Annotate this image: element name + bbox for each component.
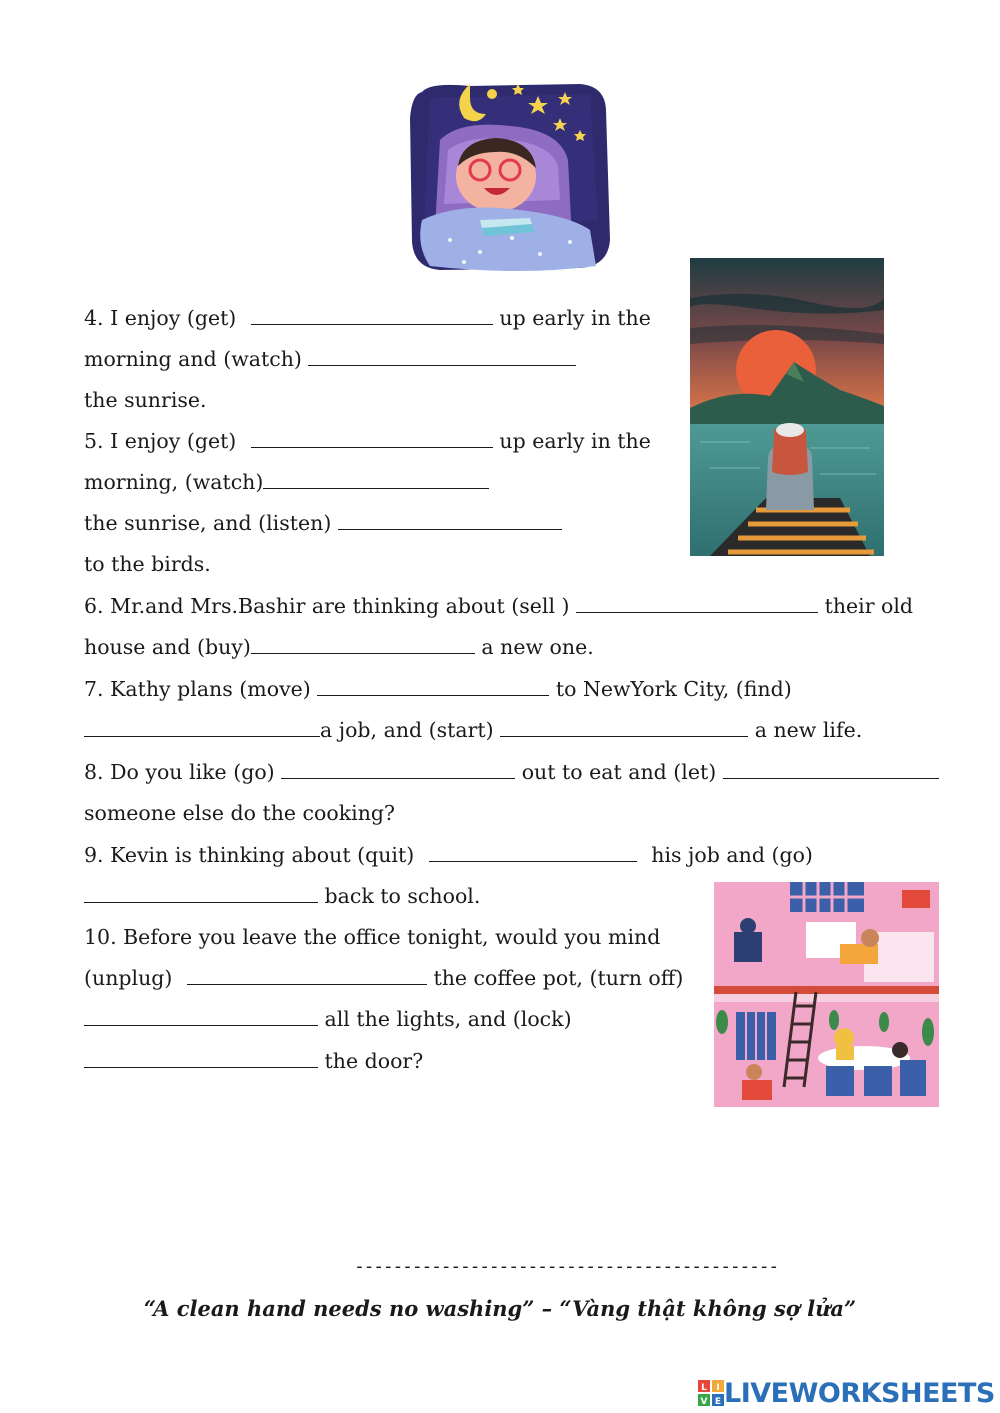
q8-line1	[84, 759, 939, 785]
q6-text: their old	[824, 594, 914, 618]
q9-line1	[84, 842, 813, 868]
q7-line1	[84, 676, 792, 702]
q5-line4	[84, 551, 211, 577]
sunrise-illustration	[690, 258, 884, 556]
q6-text-end: a new one.	[481, 635, 594, 659]
q8-line2	[84, 800, 395, 826]
q7-blank-move[interactable]	[317, 677, 549, 696]
q5-blank-get[interactable]	[251, 429, 493, 448]
q5-text-end: to the birds.	[84, 552, 211, 576]
q10-line2	[84, 965, 683, 991]
q7-text-start: a job, and (start)	[320, 718, 494, 742]
q9-line2	[84, 883, 480, 909]
q8-blank-let[interactable]	[723, 760, 939, 779]
q9-prompt: 9. Kevin is thinking about (quit)	[84, 843, 415, 867]
q7-text-end: a new life.	[754, 718, 863, 742]
q9-text: his job and (go)	[651, 843, 813, 867]
q6-line1	[84, 593, 913, 619]
footer-quote: “A clean hand needs no washing” – “Vàng thật không sợ lửa”	[143, 1296, 857, 1321]
q4-text-watch: morning and (watch)	[84, 347, 302, 371]
liveworksheets-logo[interactable]	[698, 1376, 995, 1410]
q6-line2	[84, 634, 594, 660]
q5-text-listen: the sunrise, and (listen)	[84, 511, 332, 535]
q7-blank-find[interactable]	[84, 718, 320, 737]
q5-text-watch: morning, (watch)	[84, 470, 264, 494]
svg-text:V: V	[700, 1397, 708, 1406]
q7-text: to NewYork City, (find)	[555, 677, 792, 701]
q8-blank-go[interactable]	[281, 760, 515, 779]
logo-text: LIVEWORKSHEETS	[724, 1377, 995, 1409]
q10-line1	[84, 924, 660, 950]
q6-prompt: 6. Mr.and Mrs.Bashir are thinking about (sell )	[84, 594, 570, 618]
q5-blank-listen[interactable]	[338, 511, 562, 530]
q10-blank-unplug[interactable]	[187, 966, 427, 985]
q5-line1	[84, 428, 651, 454]
q8-prompt: 8. Do you like (go)	[84, 760, 275, 784]
q10-blank-turnoff[interactable]	[84, 1007, 318, 1026]
q4-line3	[84, 387, 207, 413]
q5-line2	[84, 469, 489, 495]
q10-prompt: 10. Before you leave the office tonight, would you mind	[84, 925, 661, 949]
q4-prompt: 4. I enjoy (get)	[84, 306, 237, 330]
q8-text-end: someone else do the cooking?	[84, 801, 396, 825]
q4-text-end: the sunrise.	[84, 388, 207, 412]
q9-blank-go[interactable]	[84, 884, 318, 903]
q6-blank-buy[interactable]	[251, 635, 475, 654]
q4-blank-watch[interactable]	[308, 347, 576, 366]
q4-line1	[84, 305, 651, 331]
q7-blank-start[interactable]	[500, 718, 748, 737]
q4-line2	[84, 346, 576, 372]
q10-blank-lock[interactable]	[84, 1049, 318, 1068]
q10-line3	[84, 1006, 572, 1032]
q6-text-buy: house and (buy)	[84, 635, 251, 659]
svg-text:E: E	[714, 1397, 722, 1406]
q5-line3	[84, 510, 562, 536]
q4-blank-get[interactable]	[251, 306, 493, 325]
q9-blank-quit[interactable]	[429, 843, 637, 862]
q8-text: out to eat and (let)	[521, 760, 717, 784]
q10-text-unplug: (unplug)	[84, 966, 173, 990]
q10-line4	[84, 1048, 423, 1074]
q10-text-turnoff: the coffee pot, (turn off)	[433, 966, 684, 990]
q5-prompt: 5. I enjoy (get)	[84, 429, 237, 453]
q5-text: up early in the	[499, 429, 651, 453]
liveworksheets-logo-icon	[698, 1380, 724, 1406]
q4-text: up early in the	[499, 306, 651, 330]
office-illustration	[714, 882, 939, 1107]
q5-blank-watch[interactable]	[263, 470, 489, 489]
q7-line2	[84, 717, 862, 743]
svg-text:L: L	[701, 1383, 707, 1393]
svg-text:I: I	[716, 1383, 720, 1393]
q6-blank-sell[interactable]	[576, 594, 818, 613]
q10-text-lock: all the lights, and (lock)	[324, 1007, 572, 1031]
q10-text-end: the door?	[324, 1049, 424, 1073]
footer-divider: --------------------------------------------	[354, 1256, 779, 1277]
q9-text-end: back to school.	[324, 884, 481, 908]
q7-prompt: 7. Kathy plans (move)	[84, 677, 311, 701]
girl-bed-illustration	[400, 70, 620, 280]
